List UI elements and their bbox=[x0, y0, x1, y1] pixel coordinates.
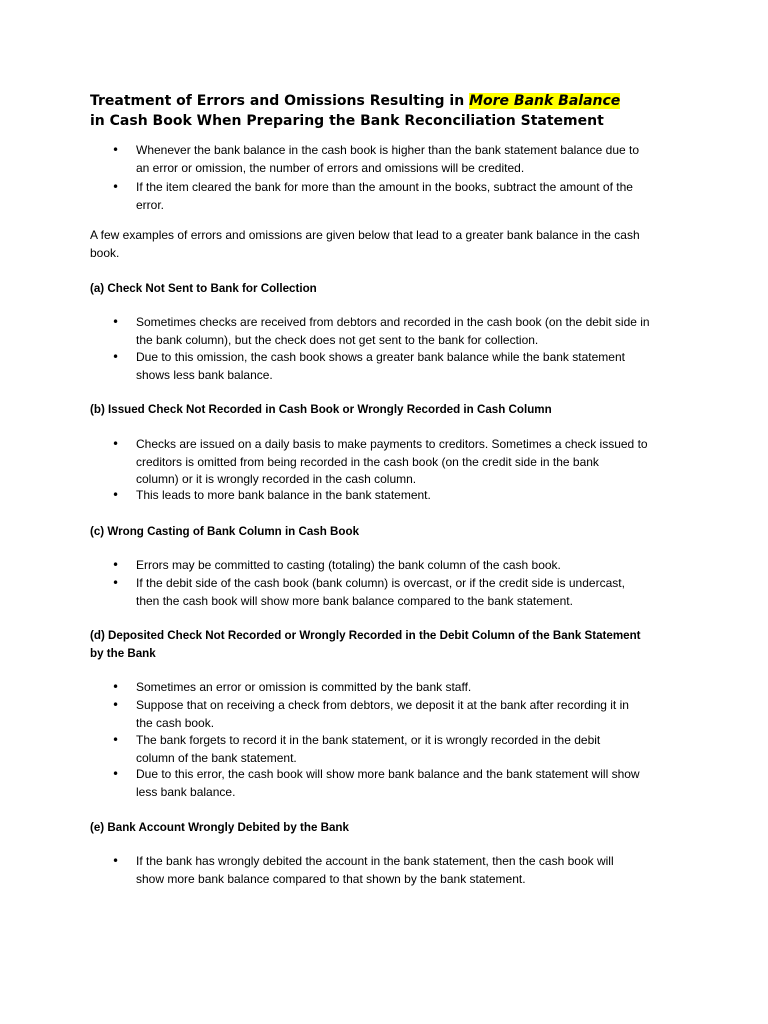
list-item-text bbox=[136, 679, 471, 697]
text-line: creditors is omitted from being recorded in the cash book (on the credit side in the bank bbox=[136, 454, 599, 469]
text-line: Whenever the bank balance in the cash book is higher than the bank statement balance due to bbox=[136, 143, 640, 157]
bullet-icon: • bbox=[112, 854, 120, 868]
text-line: the cash book. bbox=[136, 715, 215, 730]
text-line: show more bank balance compared to that shown by the bank statement. bbox=[136, 871, 526, 886]
document-title bbox=[90, 91, 620, 131]
list-item-text bbox=[136, 142, 639, 177]
text-line: shows less bank balance. bbox=[136, 367, 273, 382]
list-item-text bbox=[136, 179, 633, 214]
text-line: the bank column), but the check does not get sent to the bank for collection. bbox=[136, 332, 539, 347]
bullet-icon: • bbox=[112, 576, 120, 590]
text-line: then the cash book will show more bank balance compared to the bank statement. bbox=[136, 593, 573, 608]
text-line: A few examples of errors and omissions are given below that lead to a greater bank balance in the cash bbox=[90, 228, 640, 242]
bullet-icon: • bbox=[112, 488, 120, 502]
list-item-text bbox=[136, 314, 650, 349]
list-item-text bbox=[136, 557, 561, 575]
section-heading bbox=[90, 627, 641, 662]
bullet-icon: • bbox=[112, 143, 120, 157]
intro-paragraph bbox=[90, 227, 640, 262]
title-line-2: in Cash Book When Preparing the Bank Reconciliation Statement bbox=[90, 113, 604, 129]
text-line: column) or it is wrongly recorded in the cash column. bbox=[136, 472, 417, 486]
title-prefix: Treatment of Errors and Omissions Resulting in bbox=[90, 93, 470, 109]
list-item-text bbox=[136, 487, 431, 505]
heading-line: (d) Deposited Check Not Recorded or Wrongly Recorded in the Debit Column of the Bank Statement bbox=[90, 629, 641, 642]
list-item-text bbox=[136, 436, 648, 489]
text-line: Suppose that on receiving a check from debtors, we deposit it at the bank after recording it in bbox=[136, 698, 629, 712]
text-line: Sometimes checks are received from debtors and recorded in the cash book (on the debit side in bbox=[136, 315, 650, 329]
text-line: column of the bank statement. bbox=[136, 750, 297, 765]
list-item-text bbox=[136, 575, 625, 610]
section-heading bbox=[90, 523, 359, 541]
section-heading bbox=[90, 819, 349, 837]
bullet-icon: • bbox=[112, 558, 120, 572]
text-line: book. bbox=[90, 245, 120, 260]
text-line: less bank balance. bbox=[136, 784, 236, 799]
list-item-text bbox=[136, 766, 640, 801]
list-item-text bbox=[136, 732, 600, 767]
text-line: If the item cleared the bank for more than the amount in the books, subtract the amount of the bbox=[136, 180, 633, 194]
text-line: an error or omission, the number of errors and omissions will be credited. bbox=[136, 160, 525, 175]
text-line: The bank forgets to record it in the bank statement, or it is wrongly recorded in the debit bbox=[136, 733, 601, 747]
list-item-text bbox=[136, 853, 614, 888]
bullet-icon: • bbox=[112, 437, 120, 451]
heading-line: (c) Wrong Casting of Bank Column in Cash Book bbox=[90, 525, 360, 538]
bullet-icon: • bbox=[112, 698, 120, 712]
text-line: If the debit side of the cash book (bank column) is overcast, or if the credit side is undercast, bbox=[136, 576, 625, 590]
text-line: Errors may be committed to casting (totaling) the bank column of the cash book. bbox=[136, 558, 561, 572]
list-item-text bbox=[136, 697, 629, 732]
section-heading bbox=[90, 280, 317, 298]
bullet-icon: • bbox=[112, 767, 120, 781]
bullet-icon: • bbox=[112, 350, 120, 364]
heading-line: (a) Check Not Sent to Bank for Collection bbox=[90, 282, 317, 295]
text-line: Sometimes an error or omission is committed by the bank staff. bbox=[136, 680, 472, 694]
text-line: Due to this omission, the cash book shows a greater bank balance while the bank statement bbox=[136, 350, 625, 364]
text-line: Checks are issued on a daily basis to make payments to creditors. Sometimes a check issued to bbox=[136, 437, 648, 451]
list-item-text bbox=[136, 349, 625, 384]
bullet-icon: • bbox=[112, 733, 120, 747]
bullet-icon: • bbox=[112, 680, 120, 694]
heading-line: by the Bank bbox=[90, 646, 156, 660]
heading-line: (b) Issued Check Not Recorded in Cash Book or Wrongly Recorded in Cash Column bbox=[90, 403, 552, 416]
text-line: Due to this error, the cash book will show more bank balance and the bank statement will show bbox=[136, 767, 640, 781]
text-line: If the bank has wrongly debited the account in the bank statement, then the cash book will bbox=[136, 854, 614, 868]
title-highlight: More Bank Balance bbox=[469, 93, 621, 109]
heading-line: (e) Bank Account Wrongly Debited by the Bank bbox=[90, 821, 349, 834]
section-heading bbox=[90, 401, 552, 419]
text-line: error. bbox=[136, 197, 165, 212]
title-line-1 bbox=[90, 91, 620, 111]
bullet-icon: • bbox=[112, 180, 120, 194]
bullet-icon: • bbox=[112, 315, 120, 329]
text-line: This leads to more bank balance in the bank statement. bbox=[136, 488, 431, 502]
